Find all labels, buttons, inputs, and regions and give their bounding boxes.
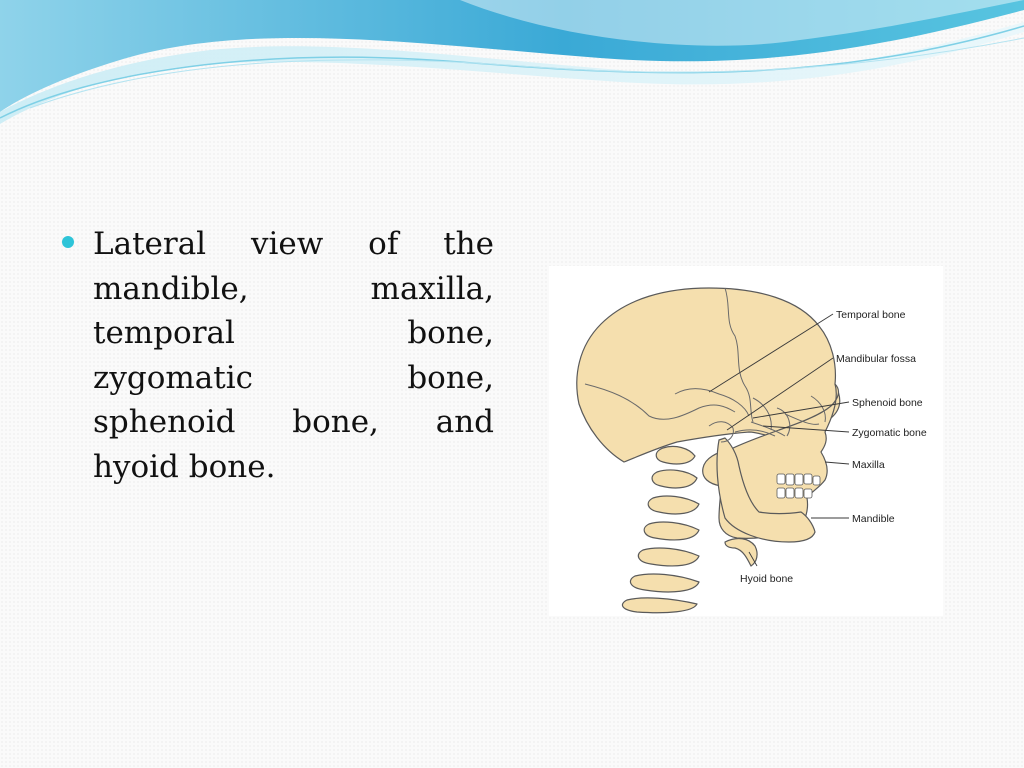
bullet-text: Lateral view of the mandible, maxilla, temporal bone, zygomatic bone, sphenoid bone, and hyoid bone. bbox=[93, 226, 494, 485]
label-sphenoid-bone: Sphenoid bone bbox=[852, 397, 923, 409]
skull-lateral-figure bbox=[549, 266, 943, 616]
skull-illustration bbox=[549, 266, 943, 616]
label-hyoid-bone: Hyoid bone bbox=[740, 573, 794, 585]
label-maxilla: Maxilla bbox=[852, 459, 885, 471]
bullet-list bbox=[62, 222, 494, 489]
label-temporal-bone: Temporal bone bbox=[836, 309, 906, 321]
label-zygomatic-bone: Zygomatic bone bbox=[852, 427, 927, 439]
hyoid-shape bbox=[725, 539, 757, 566]
label-mandibular-fossa: Mandibular fossa bbox=[836, 353, 916, 365]
bullet-dot-icon bbox=[62, 236, 74, 248]
label-mandible: Mandible bbox=[852, 513, 895, 525]
header-wave-decoration bbox=[0, 0, 1024, 130]
